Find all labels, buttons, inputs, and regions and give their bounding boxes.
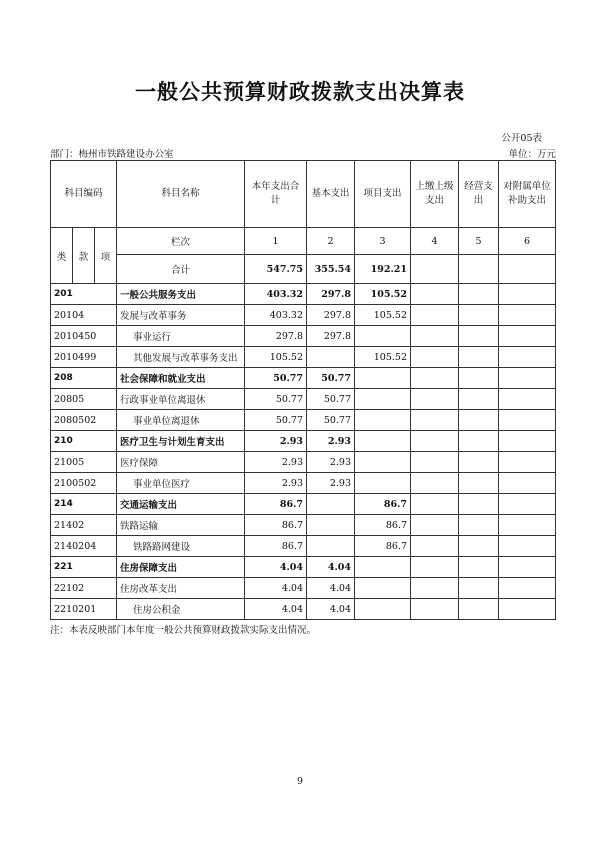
col-num-5: 5	[459, 228, 499, 255]
row-code: 2210201	[51, 599, 117, 620]
row-basic	[307, 536, 355, 557]
row-remit	[411, 431, 459, 452]
row-subsidy	[499, 599, 556, 620]
row-basic: 297.8	[307, 326, 355, 347]
row-total: 4.04	[245, 557, 307, 578]
row-total: 2.93	[245, 473, 307, 494]
row-total: 4.04	[245, 599, 307, 620]
row-basic	[307, 347, 355, 368]
row-code: 21005	[51, 452, 117, 473]
header-xiang: 项	[95, 228, 117, 284]
row-basic: 2.93	[307, 473, 355, 494]
row-remit	[411, 557, 459, 578]
row-code: 2100502	[51, 473, 117, 494]
footnote: 注：本表反映部门本年度一般公共预算财政拨款实际支出情况。	[50, 625, 317, 636]
table-row	[51, 536, 556, 557]
total-basic: 355.54	[307, 255, 355, 284]
row-remit	[411, 494, 459, 515]
column-label: 栏次	[117, 228, 245, 255]
row-basic: 2.93	[307, 431, 355, 452]
table-row	[51, 410, 556, 431]
row-subsidy	[499, 515, 556, 536]
row-basic: 4.04	[307, 578, 355, 599]
row-basic: 4.04	[307, 599, 355, 620]
row-name: 住房改革支出	[117, 578, 245, 599]
row-name: 行政事业单位离退休	[117, 389, 245, 410]
row-subsidy	[499, 389, 556, 410]
table-row	[51, 368, 556, 389]
table-row	[51, 599, 556, 620]
row-project	[355, 410, 411, 431]
row-basic	[307, 494, 355, 515]
row-code: 22102	[51, 578, 117, 599]
row-basic: 50.77	[307, 389, 355, 410]
row-project	[355, 431, 411, 452]
row-remit	[411, 578, 459, 599]
row-project: 86.7	[355, 494, 411, 515]
row-project: 105.52	[355, 305, 411, 326]
row-name: 事业单位医疗	[117, 473, 245, 494]
row-name: 交通运输支出	[117, 494, 245, 515]
row-name: 铁路路网建设	[117, 536, 245, 557]
row-operating	[459, 368, 499, 389]
row-operating	[459, 410, 499, 431]
row-project	[355, 368, 411, 389]
row-operating	[459, 389, 499, 410]
row-operating	[459, 494, 499, 515]
row-subsidy	[499, 305, 556, 326]
table-row	[51, 389, 556, 410]
row-name: 事业单位离退休	[117, 410, 245, 431]
page-number: 9	[296, 776, 304, 787]
row-total: 50.77	[245, 368, 307, 389]
row-remit	[411, 599, 459, 620]
table-row	[51, 452, 556, 473]
row-project	[355, 557, 411, 578]
row-operating	[459, 557, 499, 578]
row-total: 105.52	[245, 347, 307, 368]
row-name: 医疗卫生与计划生育支出	[117, 431, 245, 452]
table-row	[51, 305, 556, 326]
row-project	[355, 452, 411, 473]
row-subsidy	[499, 326, 556, 347]
row-subsidy	[499, 452, 556, 473]
row-basic: 297.8	[307, 305, 355, 326]
row-basic: 50.77	[307, 368, 355, 389]
col-num-1: 1	[245, 228, 307, 255]
row-operating	[459, 305, 499, 326]
row-total: 50.77	[245, 410, 307, 431]
row-remit	[411, 515, 459, 536]
table-row	[51, 347, 556, 368]
row-subsidy	[499, 284, 556, 305]
row-subsidy	[499, 494, 556, 515]
department-label: 部门：梅州市铁路建设办公室	[50, 149, 174, 160]
row-name: 一般公共服务支出	[117, 284, 245, 305]
header-code: 科目编码	[51, 161, 117, 228]
row-name: 其他发展与改革事务支出	[117, 347, 245, 368]
row-total: 50.77	[245, 389, 307, 410]
row-code: 21402	[51, 515, 117, 536]
row-subsidy	[499, 347, 556, 368]
expenditure-table	[50, 160, 556, 620]
row-remit	[411, 452, 459, 473]
row-total: 86.7	[245, 494, 307, 515]
row-project: 105.52	[355, 347, 411, 368]
row-subsidy	[499, 410, 556, 431]
table-row	[51, 515, 556, 536]
row-project	[355, 578, 411, 599]
row-remit	[411, 536, 459, 557]
unit-label: 单位：万元	[508, 149, 556, 160]
row-remit	[411, 410, 459, 431]
row-subsidy	[499, 473, 556, 494]
page-title: 一般公共预算财政拨款支出决算表	[135, 79, 465, 104]
row-operating	[459, 515, 499, 536]
row-project: 86.7	[355, 515, 411, 536]
form-code: 公开05表	[501, 133, 542, 144]
total-project: 192.21	[355, 255, 411, 284]
row-basic: 2.93	[307, 452, 355, 473]
row-name: 发展与改革事务	[117, 305, 245, 326]
row-subsidy	[499, 578, 556, 599]
total-value: 547.75	[245, 255, 307, 284]
row-total: 2.93	[245, 431, 307, 452]
table-row	[51, 557, 556, 578]
table-row	[51, 326, 556, 347]
row-operating	[459, 452, 499, 473]
row-project: 86.7	[355, 536, 411, 557]
row-remit	[411, 389, 459, 410]
header-subsidy: 对附属单位补助支出	[499, 161, 556, 228]
header-row	[51, 161, 556, 228]
row-code: 2010499	[51, 347, 117, 368]
row-code: 2140204	[51, 536, 117, 557]
row-basic	[307, 515, 355, 536]
row-code: 210	[51, 431, 117, 452]
row-operating	[459, 326, 499, 347]
header-remit: 上缴上级支出	[411, 161, 459, 228]
row-remit	[411, 368, 459, 389]
row-subsidy	[499, 368, 556, 389]
row-remit	[411, 473, 459, 494]
column-number-row	[51, 228, 556, 255]
row-code: 214	[51, 494, 117, 515]
row-total: 297.8	[245, 326, 307, 347]
header-operating: 经营支出	[459, 161, 499, 228]
row-name: 住房保障支出	[117, 557, 245, 578]
header-total: 本年支出合计	[245, 161, 307, 228]
row-project	[355, 326, 411, 347]
row-code: 2010450	[51, 326, 117, 347]
row-basic: 297.8	[307, 284, 355, 305]
row-subsidy	[499, 536, 556, 557]
row-operating	[459, 578, 499, 599]
row-project	[355, 599, 411, 620]
table-row	[51, 494, 556, 515]
header-name: 科目名称	[117, 161, 245, 228]
table-row	[51, 431, 556, 452]
col-num-2: 2	[307, 228, 355, 255]
row-code: 221	[51, 557, 117, 578]
row-name: 事业运行	[117, 326, 245, 347]
total-row	[51, 255, 556, 284]
row-remit	[411, 305, 459, 326]
header-project: 项目支出	[355, 161, 411, 228]
row-subsidy	[499, 557, 556, 578]
col-num-3: 3	[355, 228, 411, 255]
row-basic: 4.04	[307, 557, 355, 578]
row-name: 铁路运输	[117, 515, 245, 536]
row-remit	[411, 347, 459, 368]
row-operating	[459, 284, 499, 305]
header-basic: 基本支出	[307, 161, 355, 228]
row-total: 403.32	[245, 284, 307, 305]
row-code: 20104	[51, 305, 117, 326]
row-remit	[411, 326, 459, 347]
row-operating	[459, 473, 499, 494]
row-code: 208	[51, 368, 117, 389]
header-lei: 类	[51, 228, 73, 284]
row-operating	[459, 536, 499, 557]
row-project	[355, 473, 411, 494]
row-code: 20805	[51, 389, 117, 410]
col-num-6: 6	[499, 228, 556, 255]
row-remit	[411, 284, 459, 305]
table-row	[51, 578, 556, 599]
row-name: 社会保障和就业支出	[117, 368, 245, 389]
row-name: 住房公积金	[117, 599, 245, 620]
col-num-4: 4	[411, 228, 459, 255]
row-total: 403.32	[245, 305, 307, 326]
header-kuan: 款	[73, 228, 95, 284]
row-operating	[459, 431, 499, 452]
table-row	[51, 473, 556, 494]
row-total: 2.93	[245, 452, 307, 473]
row-total: 86.7	[245, 515, 307, 536]
row-basic: 50.77	[307, 410, 355, 431]
row-total: 86.7	[245, 536, 307, 557]
total-label: 合计	[117, 255, 245, 284]
row-code: 2080502	[51, 410, 117, 431]
row-operating	[459, 599, 499, 620]
table-row	[51, 284, 556, 305]
row-code: 201	[51, 284, 117, 305]
row-project	[355, 389, 411, 410]
row-total: 4.04	[245, 578, 307, 599]
row-name: 医疗保障	[117, 452, 245, 473]
row-operating	[459, 347, 499, 368]
row-project: 105.52	[355, 284, 411, 305]
row-subsidy	[499, 431, 556, 452]
